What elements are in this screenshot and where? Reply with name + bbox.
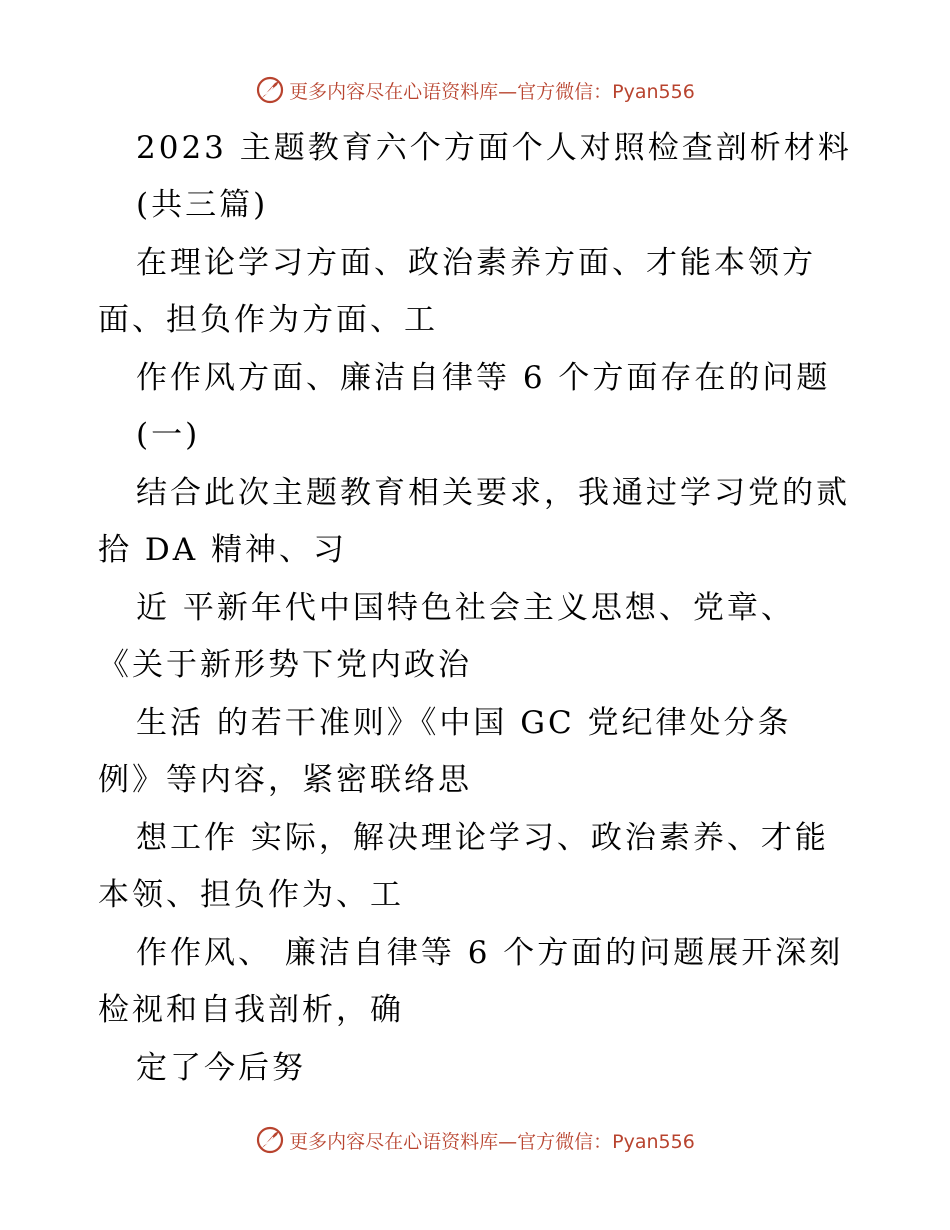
quill-pen-logo-icon bbox=[255, 1125, 285, 1155]
watermark-text: 更多内容尽在心语资料库—官方微信：Pyan556 bbox=[289, 1130, 695, 1153]
quill-pen-logo-icon bbox=[255, 75, 285, 105]
doc-text-line: 作作风、 廉洁自律等 6 个方面的问题展开深刻 bbox=[136, 935, 844, 971]
doc-text-line: 近 平新年代中国特色社会主义思想、党章、 bbox=[136, 590, 795, 626]
doc-text-line: 《关于新形势下党内政治 bbox=[98, 647, 472, 683]
doc-text-line: 拾 DA 精神、习 bbox=[98, 532, 347, 568]
doc-text-line: 本领、担负作为、工 bbox=[98, 877, 404, 913]
doc-title-line: 2023 主题教育六个方面个人对照检查剖析材料 bbox=[136, 130, 852, 166]
watermark-text: 更多内容尽在心语资料库—官方微信：Pyan556 bbox=[289, 80, 695, 103]
doc-text-line: 面、担负作为方面、工 bbox=[98, 302, 438, 338]
doc-text-line: 在理论学习方面、政治素养方面、才能本领方 bbox=[136, 245, 816, 281]
doc-text-line: 生活 的若干准则》《中国 GC 党纪律处分条 bbox=[136, 705, 792, 741]
header-watermark-banner bbox=[0, 70, 950, 110]
doc-text-line: 作作风方面、廉洁自律等 6 个方面存在的问题 bbox=[136, 360, 831, 396]
doc-text-line: 定了今后努 bbox=[136, 1050, 306, 1086]
doc-text-line: (一) bbox=[136, 417, 201, 453]
doc-text-line: 例》等内容，紧密联络思 bbox=[98, 762, 472, 798]
doc-text-line: 想工作 实际，解决理论学习、政治素养、才能 bbox=[136, 820, 829, 856]
doc-text-line: 检视和自我剖析，确 bbox=[98, 992, 404, 1028]
doc-subtitle-line: (共三篇) bbox=[136, 187, 269, 223]
doc-text-line: 结合此次主题教育相关要求，我通过学习党的贰 bbox=[136, 475, 850, 511]
footer-watermark-banner bbox=[0, 1120, 950, 1160]
